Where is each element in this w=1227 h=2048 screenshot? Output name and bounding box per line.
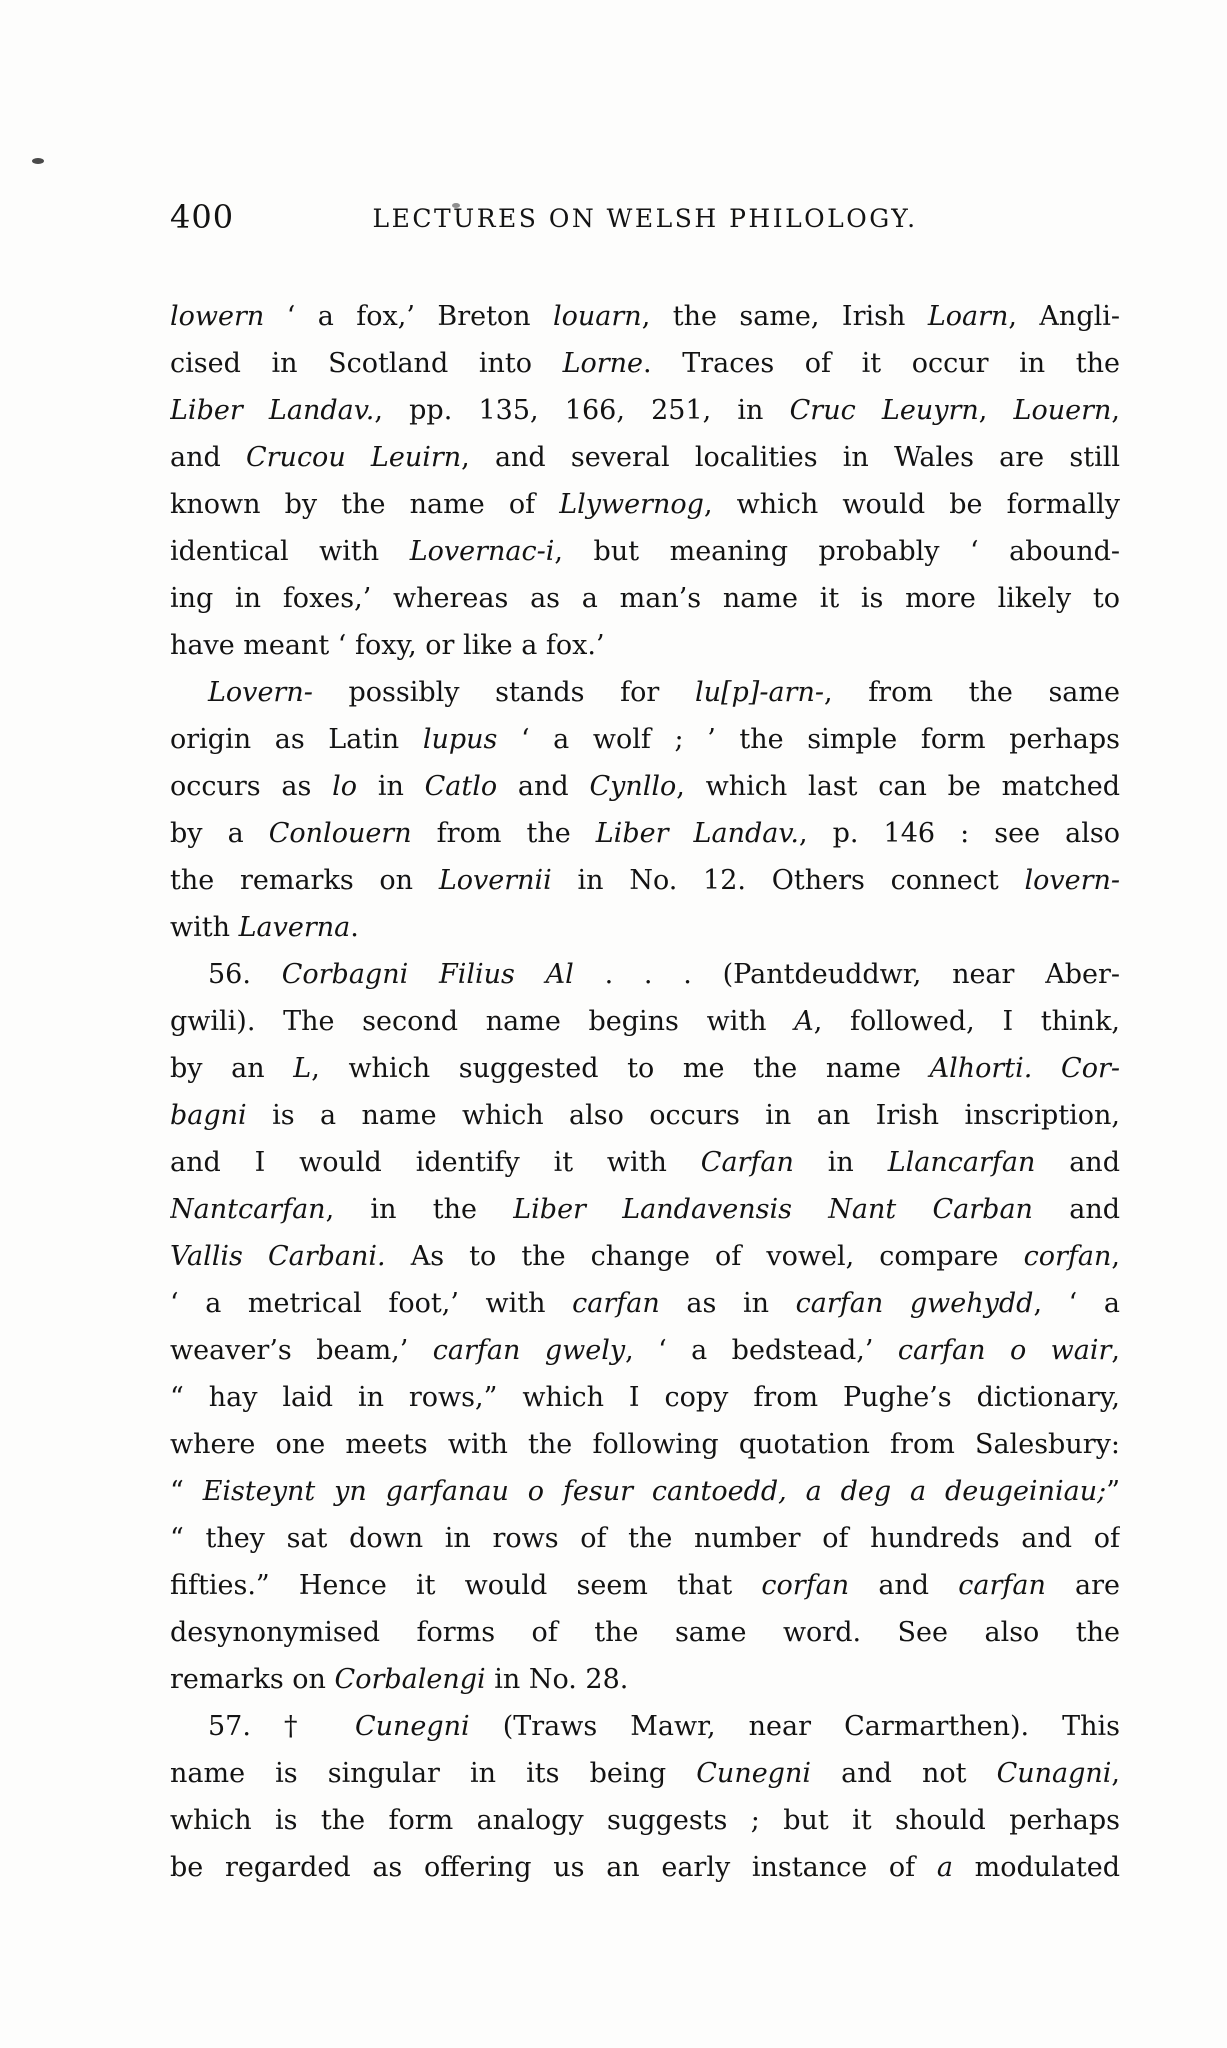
text-segment: As to the change of vowel, compare [385,1241,1024,1272]
text-segment: as in [659,1288,796,1319]
text-line [170,340,1120,387]
text-segment: , ‘ a bedstead,’ [625,1335,898,1366]
italic-text-segment: Cunegni [696,1758,811,1789]
italic-text-segment: Corbagni Filius Al [281,959,574,990]
running-title: LECTURES ON WELSH PHILOLOGY. [372,204,918,233]
text-segment: gwili). The second name begins with [170,1006,795,1037]
text-segment: which is the form analogy suggests ; but it should perhaps [170,1805,1120,1836]
text-line [170,1703,1120,1750]
text-segment: ” [1106,1476,1120,1507]
text-line [170,1797,1120,1844]
text-segment: with [170,912,239,943]
text-segment: ‘ a fox,’ Breton [264,301,554,332]
text-line [170,387,1120,434]
scan-artifact [32,158,44,164]
text-segment: , in the [325,1194,514,1225]
italic-text-segment: Lovern- [208,677,313,708]
text-segment: ing in foxes,’ whereas as a man’s name it is more likely to [170,583,1120,614]
italic-text-segment: corfan [1023,1241,1112,1272]
text-line [170,1750,1120,1797]
italic-text-segment: Liber Landav. [170,395,375,426]
text-line [170,1045,1120,1092]
text-line [170,1092,1120,1139]
italic-text-segment: Loarn [927,301,1009,332]
text-segment: (Traws Mawr, near Carmarthen). This [469,1711,1120,1742]
italic-text-segment: Cunagni [996,1758,1112,1789]
italic-text-segment: Catlo [424,771,498,802]
text-segment: , Angli- [1008,301,1120,332]
italic-text-segment: a [936,1852,953,1883]
text-segment: , ‘ a [1033,1288,1120,1319]
page-number: 400 [170,198,235,236]
text-segment: . Traces of it occur in the [643,348,1120,379]
italic-text-segment: Carfan [700,1147,794,1178]
text-segment: , followed, I think, [813,1006,1120,1037]
text-line [170,998,1120,1045]
text-segment: desynonymised forms of the same word. See also the [170,1617,1120,1648]
text-line [170,528,1120,575]
text-segment: “ [170,1476,203,1507]
text-line [170,293,1120,340]
text-line [170,1233,1120,1280]
italic-text-segment: Liber Landavensis Nant Carban [513,1194,1033,1225]
text-segment: from the [411,818,596,849]
text-segment: , p. 146 : see also [798,818,1120,849]
italic-text-segment: lu[p]-arn- [694,677,824,708]
text-segment: , and several localities in Wales are still [461,442,1120,473]
text-line [170,716,1120,763]
text-line [170,622,1120,669]
text-segment: in [357,771,425,802]
text-line [170,1421,1120,1468]
italic-text-segment: Llywernog [559,489,704,520]
text-line [170,1844,1120,1891]
text-segment: , [1111,1241,1120,1272]
text-segment: “ hay laid in rows,” which I copy from Pughe’s dictionary, [170,1382,1120,1413]
text-segment: 56. [208,959,282,990]
text-segment: be regarded as offering us an early instance of [170,1852,937,1883]
text-segment: occurs as [170,771,333,802]
italic-text-segment: L [293,1053,312,1084]
text-segment: and not [811,1758,997,1789]
text-segment: ‘ a metrical foot,’ with [170,1288,573,1319]
text-segment: . . . (Pantdeuddwr, near Aber- [573,959,1120,990]
italic-text-segment: carfan [958,1570,1046,1601]
italic-text-segment: Cor- [1061,1053,1120,1084]
italic-text-segment: Cruc Leuyrn [789,395,979,426]
text-line [170,669,1120,716]
italic-text-segment: Cynllo [589,771,677,802]
text-segment: “ they sat down in rows of the number of hundreds and of [170,1523,1120,1554]
text-segment: by an [170,1053,294,1084]
text-line [170,481,1120,528]
italic-text-segment: Liber Landav. [595,818,799,849]
italic-text-segment: lowern [170,301,265,332]
text-segment: ‘ a wolf ; ’ the simple form perhaps [497,724,1120,755]
text-line [170,575,1120,622]
italic-text-segment: corfan [761,1570,850,1601]
text-line [170,1327,1120,1374]
text-segment: and [1035,1147,1120,1178]
italic-text-segment: Lorne [562,348,644,379]
text-line [170,1562,1120,1609]
text-segment: cised in Scotland into [170,348,563,379]
text-segment: where one meets with the following quotation from Salesbury: [170,1429,1120,1460]
italic-text-segment: Alhorti. [929,1053,1033,1084]
italic-text-segment: Lovernac-i [409,536,555,567]
text-segment: remarks on [170,1664,335,1695]
italic-text-segment: lo [332,771,358,802]
text-segment: name is singular in its being [170,1758,697,1789]
italic-text-segment: Eisteynt yn garfanau o fesur cantoedd, a deg a deugeiniau; [202,1476,1107,1507]
italic-text-segment: bagni [170,1100,247,1131]
text-segment: , the same, Irish [641,301,928,332]
italic-text-segment: Crucou Leuirn [245,442,462,473]
italic-text-segment: carfan o wair [897,1335,1112,1366]
italic-text-segment: Cunegni [354,1711,470,1742]
italic-text-segment: Vallis Carbani. [170,1241,386,1272]
text-segment: known by the name of [170,489,560,520]
text-segment: modulated [952,1852,1120,1883]
text-segment: and [849,1570,959,1601]
text-line [170,1374,1120,1421]
italic-text-segment: carfan gwehydd [795,1288,1034,1319]
italic-text-segment: Corbalengi [334,1664,486,1695]
text-segment: , which last can be matched [676,771,1120,802]
text-segment: identical with [170,536,410,567]
text-line [170,904,1120,951]
text-segment: and I would identify it with [170,1147,701,1178]
italic-text-segment: Louern [1013,395,1112,426]
text-segment: the remarks on [170,865,439,896]
text-segment: , pp. 135, 166, 251, in [374,395,790,426]
text-segment: are [1045,1570,1120,1601]
italic-text-segment: Nantcarfan [170,1194,326,1225]
italic-text-segment: Conlouern [268,818,412,849]
text-line [170,951,1120,998]
text-segment: , from the same [823,677,1120,708]
page-header [170,196,1120,240]
text-segment: fifties.” Hence it would seem that [170,1570,762,1601]
text-segment: , which suggested to me the name [311,1053,930,1084]
text-line [170,1656,1120,1703]
text-line [170,434,1120,481]
text-segment: in No. 28. [485,1664,629,1695]
text-segment: , but meaning probably ‘ abound- [554,536,1120,567]
text-segment [1032,1053,1061,1084]
italic-text-segment: A [794,1006,814,1037]
text-segment: is a name which also occurs in an Irish inscription, [246,1100,1120,1131]
text-line [170,857,1120,904]
text-segment: and [497,771,590,802]
text-line [170,1186,1120,1233]
text-line [170,810,1120,857]
text-line [170,1468,1120,1515]
italic-text-segment: louarn [553,301,642,332]
text-segment: by a [170,818,269,849]
text-segment: , [1111,395,1120,426]
text-line [170,1515,1120,1562]
text-line [170,1280,1120,1327]
text-segment: , [1111,1335,1120,1366]
italic-text-segment: carfan gwely [432,1335,626,1366]
italic-text-segment: carfan [572,1288,660,1319]
text-segment: , [978,395,1014,426]
text-segment: origin as Latin [170,724,423,755]
text-segment: . [350,912,359,943]
text-segment: , which would be formally [703,489,1120,520]
text-segment: in [793,1147,888,1178]
page-body [170,293,1120,1891]
text-segment: weaver’s beam,’ [170,1335,433,1366]
text-line [170,763,1120,810]
text-segment: and [170,442,246,473]
text-line [170,1139,1120,1186]
italic-text-segment: Lovernii [438,865,552,896]
text-segment: possibly stands for [312,677,695,708]
italic-text-segment: lovern- [1024,865,1120,896]
italic-text-segment: lupus [422,724,498,755]
italic-text-segment: Llancarfan [887,1147,1036,1178]
text-line [170,1609,1120,1656]
text-segment: and [1032,1194,1120,1225]
text-segment: have meant ‘ foxy, or like a fox.’ [170,630,605,661]
text-segment: , [1111,1758,1120,1789]
italic-text-segment: Laverna [238,912,351,943]
text-segment: 57. † [208,1711,355,1742]
text-segment: in No. 12. Others connect [551,865,1025,896]
